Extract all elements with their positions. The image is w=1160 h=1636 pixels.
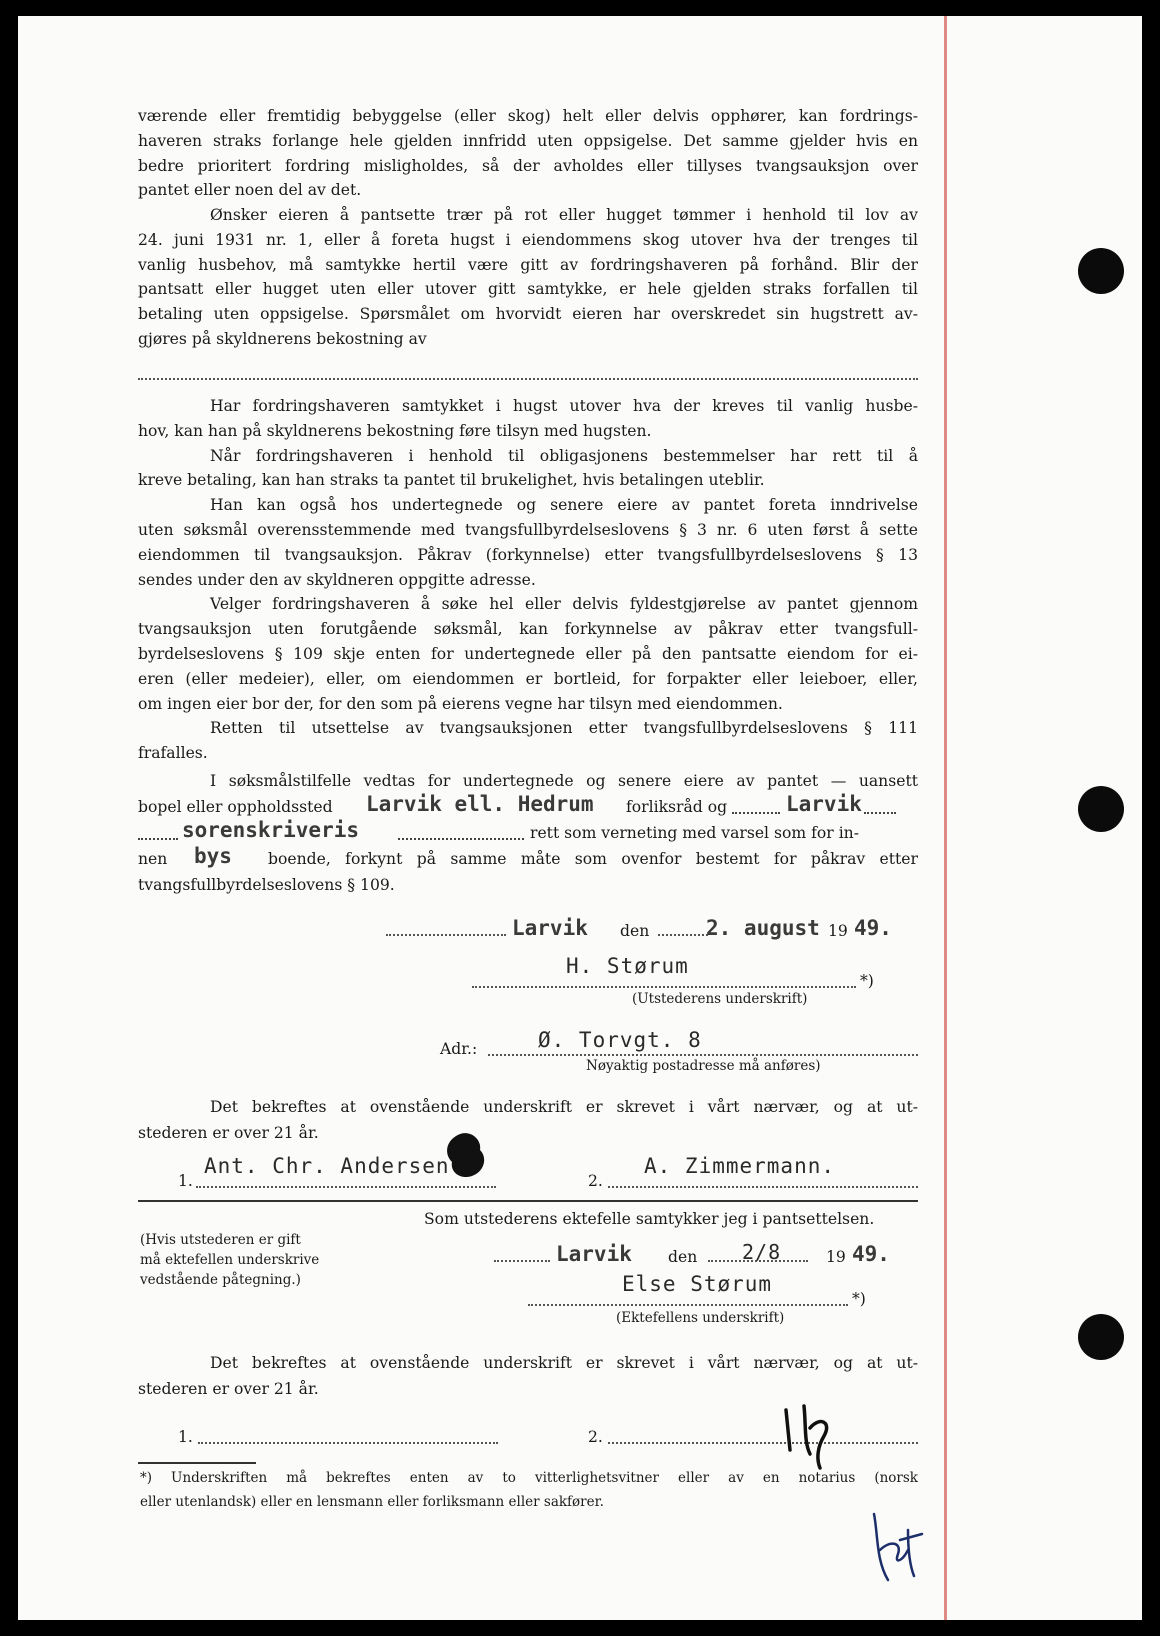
- footnote-rule: [138, 1462, 256, 1464]
- text-line: pantsatt eller hugget uten eller utover gitt samtykke, er hele gjelden straks forfallen til: [138, 280, 918, 299]
- text-line: Når fordringshaveren i henhold til obligasjonens bestemmelser har rett til å: [210, 446, 918, 465]
- witness-statement-2b: stederen er over 21 år.: [138, 1380, 319, 1398]
- fill-dots: [864, 812, 896, 814]
- spouse-note-line: må ektefellen underskrive: [140, 1252, 320, 1268]
- witness-statement-2: Det bekreftes at ovenstående underskrift er skrevet i vårt nærvær, og at ut-: [210, 1354, 918, 1372]
- binder-hole-middle: [1078, 786, 1124, 832]
- spouse-note-line: vedstående påtegning.): [140, 1272, 301, 1288]
- fill-dots: [658, 934, 708, 936]
- spouse-year-prefix: 19: [826, 1248, 846, 1266]
- text-line: frafalles.: [138, 744, 208, 763]
- spouse-den-label: den: [668, 1248, 698, 1266]
- venue-label-boende: boende, forkynt på samme måte som ovenfor bestemt for påkrav etter: [268, 850, 918, 868]
- venue-place-stamp: Larvik ell. Hedrum: [366, 792, 594, 816]
- issuer-address: Ø. Torvgt. 8: [538, 1028, 702, 1052]
- spouse-note-line: (Hvis utstederen er gift: [140, 1232, 301, 1248]
- issuer-year-prefix: 19: [828, 922, 848, 940]
- text-line: vanlig husbehov, må samtykke hertil være gitt av fordringshaveren på forhånd. Blir der: [138, 255, 918, 274]
- witness1-line-2: [608, 1186, 918, 1188]
- issuer-signature-caption: (Utstederens underskrift): [632, 991, 808, 1007]
- issuer-date-stamp: 2. august: [706, 916, 820, 940]
- fill-dots: [386, 934, 506, 936]
- text-line: haveren straks forlange hele gjelden innfridd uten oppsigelse. Det samme gjelder hvis en: [138, 131, 918, 150]
- text-line: eren (eller medeier), eller, om eiendommen er bortleid, for forpakter eller leieboer, eller,: [138, 669, 918, 688]
- text-line: gjøres på skyldnerens bekostning av: [138, 329, 427, 348]
- spouse-consent-text: Som utstederens ektefelle samtykker jeg i pantsettelsen.: [424, 1210, 875, 1228]
- witness2-number-1: 1.: [178, 1428, 193, 1446]
- venue-line-5: tvangsfullbyrdelseslovens § 109.: [138, 876, 395, 894]
- venue-label-verneting: rett som verneting med varsel som for in-: [530, 824, 859, 842]
- venue-court-stamp: Larvik: [786, 792, 862, 816]
- issuer-signature: H. Størum: [566, 954, 689, 978]
- witness2-line-1: [198, 1442, 498, 1444]
- section-divider: [138, 1200, 918, 1202]
- text-line: Velger fordringshaveren å søke hel eller delvis fyldestgjørelse av pantet gjennom: [210, 595, 918, 614]
- address-label: Adr.:: [440, 1040, 478, 1058]
- spouse-asterisk: *): [852, 1290, 866, 1308]
- spouse-note: [140, 1230, 340, 1290]
- address-caption: Nøyaktig postadresse må anføres): [586, 1058, 821, 1074]
- issuer-asterisk: *): [860, 972, 874, 990]
- initials-signature: [862, 1510, 926, 1586]
- binder-hole-top: [1078, 248, 1124, 294]
- text-line: betaling uten oppsigelse. Spørsmålet om hvorvidt eieren har overskredet sin hugstrett av-: [138, 305, 918, 324]
- witness2-number-2: 2.: [588, 1428, 603, 1446]
- venue-court-stamp-2: sorenskriveris: [182, 818, 360, 842]
- fill-dots: [732, 812, 780, 814]
- venue-line-1: I søksmålstilfelle vedtas for undertegnede og senere eiere av pantet — uansett: [210, 772, 918, 790]
- text-line: byrdelseslovens § 109 skje enten for undertegnede eller på den pantsatte eiendom for ei-: [138, 644, 918, 663]
- issuer-den-label: den: [620, 922, 650, 940]
- paragraph-default-terms: [138, 104, 918, 203]
- witness-statement-1: Det bekreftes at ovenstående underskrift er skrevet i vårt nærvær, og at ut-: [210, 1098, 918, 1116]
- witness1-name-1: Ant. Chr. Andersen: [204, 1154, 450, 1178]
- text-line: kreve betaling, kan han straks ta pantet til brukelighet, hvis betalingen uteblir.: [138, 471, 765, 490]
- fill-dots: [138, 838, 178, 840]
- spouse-signature-line: [528, 1304, 848, 1306]
- blank-fill-line: [138, 378, 918, 380]
- handwritten-mark: [776, 1394, 846, 1470]
- footnote-line-2: eller utenlandsk) eller en lensmann eller forliksmann eller sakfører.: [140, 1494, 604, 1510]
- witness2-line-2: [608, 1442, 918, 1444]
- paragraph-supervision: [138, 394, 918, 766]
- document-page: [18, 16, 1142, 1620]
- text-line: Har fordringshaveren samtykket i hugst utover hva der kreves til vanlig husbe-: [210, 397, 918, 415]
- venue-label-innen: nen: [138, 850, 168, 868]
- text-line: Retten til utsettelse av tvangsauksjonen etter tvangsfullbyrdelseslovens § 111: [210, 719, 918, 738]
- text-line: sendes under den av skyldneren oppgitte adresse.: [138, 570, 536, 589]
- witness-statement-1b: stederen er over 21 år.: [138, 1124, 319, 1142]
- venue-label-forliksrad: forliksråd og: [626, 798, 728, 816]
- paragraph-timber: [138, 203, 918, 352]
- spouse-year-stamp: 49.: [852, 1242, 890, 1266]
- margin-rule: [944, 16, 947, 1620]
- text-line: Han kan også hos undertegnede og senere eiere av pantet foreta inndrivelse: [210, 496, 918, 515]
- text-line: 24. juni 1931 nr. 1, eller å foreta hugst i eiendommens skog utover hva der trenges til: [138, 230, 918, 249]
- text-line: hov, kan han på skyldnerens bekostning føre tilsyn med hugsten.: [138, 421, 652, 440]
- text-line: værende eller fremtidig bebyggelse (eller skog) helt eller delvis opphører, kan fordrings-: [138, 107, 918, 125]
- text-line: tvangsauksjon uten forutgående søksmål, kan forkynnelse av påkrav etter tvangsfull-: [138, 620, 918, 639]
- spouse-date: 2/8: [742, 1240, 782, 1264]
- witness1-name-2: A. Zimmermann.: [644, 1154, 836, 1178]
- address-line: [488, 1054, 918, 1056]
- fill-dots: [398, 838, 524, 840]
- witness1-number-1: 1.: [178, 1172, 193, 1190]
- ink-blot: [438, 1128, 498, 1184]
- footnote-line-1: *) Underskriften må bekreftes enten av to vitterlighetsvitner eller av en notarius (norsk: [140, 1470, 918, 1486]
- venue-label-residence: bopel eller oppholdssted: [138, 798, 333, 816]
- text-line: eiendommen til tvangsauksjon. Påkrav (forkynnelse) etter tvangsfullbyrdelseslovens § 13: [138, 545, 918, 564]
- witness1-number-2: 2.: [588, 1172, 603, 1190]
- issuer-year-stamp: 49.: [854, 916, 892, 940]
- spouse-place-stamp: Larvik: [556, 1242, 632, 1266]
- spouse-signature: Else Størum: [622, 1272, 773, 1296]
- issuer-signature-line: [472, 986, 856, 988]
- text-line: pantet eller noen del av det.: [138, 181, 362, 200]
- venue-city-stamp: bys: [194, 844, 232, 868]
- spouse-signature-caption: (Ektefellens underskrift): [616, 1310, 785, 1326]
- binder-hole-bottom: [1078, 1314, 1124, 1360]
- text-line: Ønsker eieren å pantsette trær på rot eller hugget tømmer i henhold til lov av: [210, 206, 918, 224]
- text-line: bedre prioritert fordring misligholdes, så der avholdes eller tillyses tvangsauksjon over: [138, 156, 918, 175]
- issuer-place-stamp: Larvik: [512, 916, 588, 940]
- witness1-line-1: [196, 1186, 496, 1188]
- fill-dots: [494, 1260, 550, 1262]
- text-line: om ingen eier bor der, for den som på eierens vegne har tilsyn med eiendommen.: [138, 694, 783, 713]
- text-line: uten søksmål overensstemmende med tvangsfullbyrdelseslovens § 3 nr. 6 uten først å sette: [138, 520, 918, 539]
